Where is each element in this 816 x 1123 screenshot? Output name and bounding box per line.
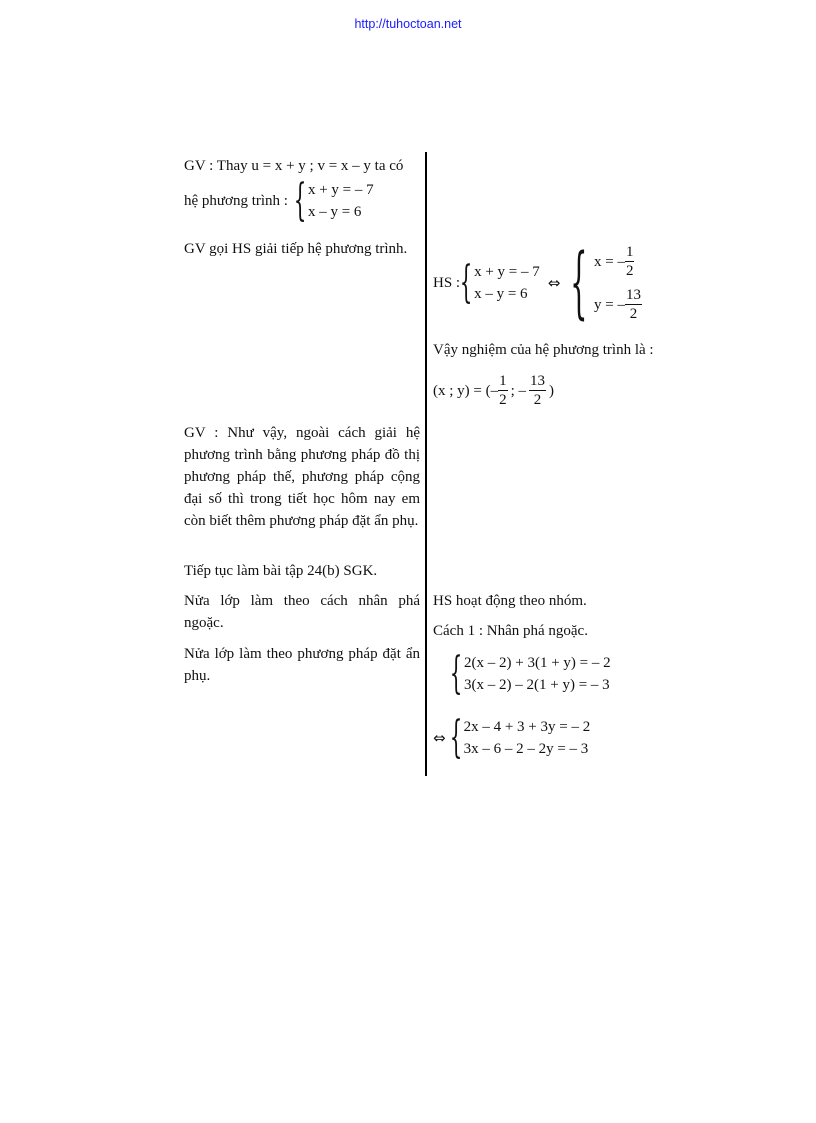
method-1: Cách 1 : Nhân phá ngoặc. <box>433 623 588 639</box>
sol-prefix: (x ; y) = (– <box>433 382 499 399</box>
solution-pair <box>433 372 554 409</box>
header-url-link[interactable]: http://tuhoctoan.net <box>354 17 462 31</box>
system-1: { x + y = – 7 x – y = 6 <box>459 257 540 308</box>
system-2: { 2(x – 2) + 3(1 + y) = – 2 3(x – 2) – 2(1 + y) = – 3 <box>449 648 611 699</box>
left-eq2: x – y = 6 <box>307 204 362 220</box>
sys1-eq1: x + y = – 7 <box>474 264 540 280</box>
equiv-arrow-icon-2: ⇔ <box>433 729 446 747</box>
left-equation-system: { x + y = – 7 x – y = 6 <box>293 175 374 226</box>
hs-label: HS : <box>433 275 461 291</box>
equiv-arrow-icon: ⇔ <box>547 274 561 292</box>
left-p3: GV : Như vậy, ngoài cách giải hệ phương trình bằng phương pháp đồ thị phương pháp thế, phương pháp cộng đại số thì trong tiết học hôm nay em còn biết thêm phương pháp đặt ẩn phụ. <box>184 425 420 529</box>
system-3: ⇔ { 2x – 4 + 3 + 3y = – 2 3x – 6 – 2 – 2y = – 3 <box>433 712 591 763</box>
x-prefix: x = – <box>593 253 625 270</box>
left-eq1: x + y = – 7 <box>307 182 374 198</box>
left-p5: Nửa lớp làm theo cách nhân phá ngoặc. <box>184 593 420 631</box>
right-solution-block <box>433 240 642 326</box>
sol-mid: ; – <box>510 382 527 399</box>
left-p2: GV gọi HS giải tiếp hệ phương trình. <box>184 241 408 257</box>
sys1-eq2: x – y = 6 <box>474 286 528 302</box>
y-fraction: $\frac{13}{2}$ <box>625 287 641 322</box>
sol-fraction-2: $\frac{13}{2}$ <box>530 373 546 408</box>
sys2-eq1: 2(x – 2) + 3(1 + y) = – 2 <box>464 655 611 671</box>
y-prefix: y = – <box>593 296 625 313</box>
left-p1-line1: GV : Thay u = x + y ; v = x – y ta có <box>184 158 404 174</box>
left-p6: Nửa lớp làm theo phương pháp đặt ẩn phụ. <box>184 646 420 684</box>
sys3-eq2: 3x – 6 – 2 – 2y = – 3 <box>463 741 589 757</box>
left-p1 <box>184 155 420 226</box>
group-activity: HS hoạt động theo nhóm. <box>433 593 587 609</box>
sol-fraction-1: $\frac{1}{2}$ <box>499 373 507 408</box>
left-p4: Tiếp tục làm bài tập 24(b) SGK. <box>184 563 378 579</box>
sys2-eq2: 3(x – 2) – 2(1 + y) = – 3 <box>464 677 610 693</box>
x-fraction: $\frac{1}{2}$ <box>625 244 634 279</box>
sol-suffix: ) <box>549 382 555 399</box>
conclusion-text: Vậy nghiệm của hệ phương trình là : <box>433 342 654 358</box>
left-p1-prefix: hệ phương trình : <box>184 193 288 209</box>
sys3-eq1: 2x – 4 + 3 + 3y = – 2 <box>463 719 591 735</box>
system-solution: { x = – $\frac{1}{2}$ y = – $\frac{13}{2}$ <box>570 238 641 328</box>
column-divider <box>425 152 427 776</box>
